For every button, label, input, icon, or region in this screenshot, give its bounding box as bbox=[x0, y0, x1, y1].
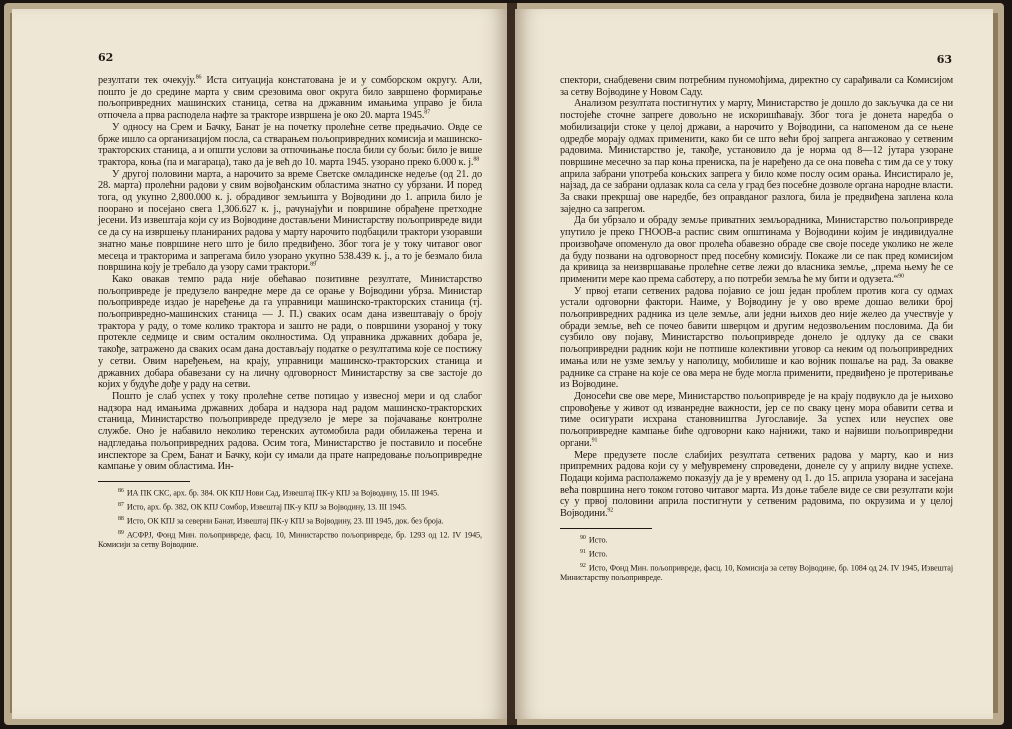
paragraph-text: У односу на Срем и Бачку, Банат је на почетку пролећне сетве предњачио. Овде се брже ишло са организацијом посла, са стварањем пољопривредних комисија и машинско-тракторских станица, а и општи услови за отпочињање посла били су бољи: било је више трактора, коња (па и магараца), тако да је већ до 10. марта 1945. узорано преко 6.000 к. ј. bbox=[98, 121, 482, 168]
left-page-footnotes bbox=[98, 487, 482, 549]
paragraph-text: Како овакав темпо рада није обећавао позитивне резултате, Министарство пољопривреде је предузело ванредне мере да се орање у Војводини убрза. Министар пољопривреде издао је наређење да га управници машинско-тракторских станица (тј. пољопривредно-машинских станица — Ј. П.) сваких осам дана извештавају о броју трактора у раду, о томе колико трактора и зашто не ради, о површини узораној у току протекле седмице и свим осталим околностима. Од управника државних добара је, такође, затражено да сваких осам дана достављају податке о резултатима које се постижу у сетви. Овим наређењем, на крају, управници машинско-тракторских станица и државних добара обавезани су на личну одговорност Министарству за све застоје до којих у будуће дође у раду на сетви. bbox=[98, 273, 482, 391]
footnote bbox=[98, 501, 482, 512]
paragraph-text: Да би убрзало и обраду земље приватних земљорадника, Министарство пољопривреде упутило је преко ГНООВ-а распис свим општинама у Војводини којим је индивидуалне произвођаче опоменуло да овог пролећа обавезно обраде све своје поседе уколико не желе да буду позвани на одговорност пред посебну комисију. Покаже ли се пак пред комисијом да кривица за неизвршавање пролећне сетве лежи до власника земље, „према њему ће се применити мере као према саботеру, а по потреби земља ће му бити и одузета.“ bbox=[560, 215, 953, 285]
footnote-number: 87 bbox=[118, 501, 124, 508]
footnote-text: Исто, ОК КПЈ за северни Банат, Извештај ПК-у КПЈ за Војводину, 23. III 1945, док. без броја. bbox=[126, 516, 444, 526]
right-page-text bbox=[560, 75, 953, 520]
footnote-number: 92 bbox=[580, 562, 586, 569]
paragraph-text: Анализом резултата постигнутих у марту, Министарство је дошло до закључка да се ни постојеће сточне запреге довољно не искоришћавају. Због тога је донета наредба о мобилизацији стоке у целој држави, а нарочито у Војводини, са напоменом да се њене одредбе морају одмах применити, како би се што већи број запрега ангажовао у сетвеним радовима. Министарство је, такође, установило да је норма од 8—12 јутара узоране површине месечно за пар коња прениска, па је наређено да се она повећа с тим да се у току априла забрани употреба коњских запрега у било коме послу осим орања. Инсистирало је, најзад, да се забрани одлазак кола са села у град без посебне дозволе органа народне власти. За сваки прекршај ове наредбе, без оправданог разлога, била је предвиђена заплена кола заједно са запрегом. bbox=[560, 98, 953, 215]
paragraph bbox=[560, 75, 953, 98]
paragraph-text: Мере предузете после слабијих резултата сетвених радова у марту, као и низ припремних радова који су у међувремену спроведени, донеле су у априлу виднe успехе. Подаци којима располажемо показују да је у времену од 1. до 15. априла узорана и засејана већа површина него током готово читавог марта. Из доње табеле виде се сви резултати који су у првој половини априла постигнути у сетвеним радовима, по окрузима и у целој Војводини. bbox=[560, 449, 953, 520]
paragraph-text: Доносећи све ове мере, Министарство пољопривреде је на крају подвукло да је њихово спровођење у живот од изванредне важности, јер се по сваку цену мора обавити сетва и тиме осигурати исхрана становништва Југославије. За успех или неуспех ове пољопривредне кампање биће одговорни како најнижи, тако и највиши пољопривредни органи. bbox=[560, 390, 953, 449]
footnote-text: Исто, Фонд Мин. пољопривреде, фасц. 10, Комисија за сетву Војводине, бр. 1084 од 24. IV 1945, Извештај Министарству пољопривреде. bbox=[560, 563, 953, 582]
footnote-number: 88 bbox=[118, 515, 124, 522]
footnote bbox=[560, 534, 953, 545]
paragraph bbox=[98, 274, 482, 391]
footnote-text: Исто. bbox=[588, 549, 608, 559]
paragraph bbox=[98, 75, 482, 122]
footnote bbox=[560, 562, 953, 582]
paragraph-text: У другој половини марта, а нарочито за време Светске омладинске недеље (од 21. до 28. марта) пролећни радови у свим војвођанским областима знатно су убрзани. И поред тога, од укупно 2,800.000 к. ј. обрадивог земљишта у Војводини до 1. априла било је поорано и посејано свега 1,306.627 к. ј., рачунајући и површине обрађене претходне јесени. Из извештаја који су из Војводине достављени Министарству пољопривреде види се да су на извршењу планираних радова у марту нарочито подбацили трактори узоравши знатно мање површине него што је било предвиђено. Због тога је у току читавог овог месеца и тракторима и запрегама било узорано укупно 538.439 к. ј., а то је безмало била површина коју је требало да узору сами трактори. bbox=[98, 168, 482, 274]
right-page-body bbox=[560, 75, 953, 585]
right-page-footnotes bbox=[560, 534, 953, 582]
paragraph-text: Пошто је слаб успех у току пролећне сетве потицао у извесној мери и од слабог надзора над имањима државних добара и надзора над радом машинско-тракторских станица, Министарство пољопривреде предузело је мере за појачавање контролне службе. Оно је набавило неколико теренских аутомобила ради обилажења терена и надгледања пољопривредних радова. Осим тога, Министарство је поставило и посебне инспекторе за Срем, Банат и Бачку, који су имали да прате напредовање пољопривредне кампање у овим областима. Ин- bbox=[98, 390, 482, 473]
paragraph bbox=[560, 450, 953, 520]
footnote-ref: 90 bbox=[898, 273, 904, 280]
left-page-text bbox=[98, 75, 482, 473]
footnote-divider bbox=[560, 528, 652, 529]
footnote-ref: 87 bbox=[424, 109, 430, 116]
left-page bbox=[12, 9, 508, 719]
right-page-edge bbox=[993, 13, 998, 713]
footnote-number: 91 bbox=[580, 548, 586, 555]
right-page bbox=[515, 9, 993, 719]
footnote-divider bbox=[98, 481, 190, 482]
footnote-text: Исто, арх. бр. 382, ОК КПЈ Сомбор, Извештај ПК-у КПЈ за Војводину, 13. III 1945. bbox=[126, 502, 407, 512]
page-number-right: 63 bbox=[936, 53, 952, 66]
paragraph-text: спектори, снабдевени свим потребним пуномоћјима, директно су сарађивали са Комисијом за сетву Војводине у Новом Саду. bbox=[560, 75, 953, 98]
footnote-number: 89 bbox=[118, 530, 124, 536]
footnote bbox=[98, 487, 482, 498]
footnote-ref: 89 bbox=[310, 261, 316, 268]
footnote-ref: 88 bbox=[473, 156, 480, 163]
footnote bbox=[560, 548, 953, 559]
footnote-number: 90 bbox=[580, 534, 586, 541]
footnote-text: ИА ПК СКС, арх. бр. 384. ОК КПЈ Нови Сад, Извештај ПК-у КПЈ за Војводину, 15. III 1945. bbox=[126, 488, 440, 498]
footnote-text: Исто. bbox=[588, 535, 608, 545]
paragraph bbox=[560, 98, 953, 215]
paragraph-text: резултати тек очекују. bbox=[98, 75, 196, 86]
left-page-body bbox=[98, 75, 482, 552]
footnote-text: АСФРЈ, Фонд Мин. пољопривреде, фасц. 10, Министарство пољопривреде, бр. 1293 од 12. IV 1945, Комисији за сетву Војводине. bbox=[98, 530, 482, 550]
footnote-ref: 86 bbox=[195, 74, 202, 81]
footnote-ref: 91 bbox=[591, 437, 598, 444]
book-spread bbox=[4, 3, 1004, 725]
paragraph bbox=[98, 122, 482, 169]
paragraph bbox=[560, 215, 953, 285]
paragraph-text: У првој етапи сетвених радова појавио се још један проблем против кога су одмах устали одговорни фактори. Наиме, у Војводину је у ово време дошао велики број пољопривредних радника из целе земље, али једни њихов део није желео да учествује у обради земље, већ се почео бавити шверцом и другим недозвољеним пословима. Да би сузбило ову појаву, Министарство пољопривреде донело је одлуку да се сваки пољопривредни радник који не потпише колективни уговор са неким од пољопривредних имања или не узме земљу у наполицу, мобилише и као војник пошаље на рад. За овакве раднике са стране на које се ова мера не буде могла применити, предвиђено је протеривање из Војводине. bbox=[560, 285, 953, 391]
footnote-number: 86 bbox=[118, 487, 124, 494]
paragraph bbox=[560, 391, 953, 450]
page-number-left: 62 bbox=[98, 51, 114, 64]
footnote-ref: 92 bbox=[607, 507, 614, 514]
paragraph bbox=[98, 391, 482, 473]
paragraph bbox=[98, 169, 482, 274]
paragraph-text: Иста ситуација констатована је и у сомборском округу. Али, пошто је до средине марта у свим срезовима овог округа било завршено формирање пољопривредних машинских станица, сетва на државним имањима управо је била отпочела а прва расподела нафте за тракторе извршена је око 20. марта 1945. bbox=[98, 75, 482, 122]
paragraph bbox=[560, 286, 953, 391]
footnote bbox=[98, 515, 482, 526]
footnote bbox=[98, 529, 482, 549]
